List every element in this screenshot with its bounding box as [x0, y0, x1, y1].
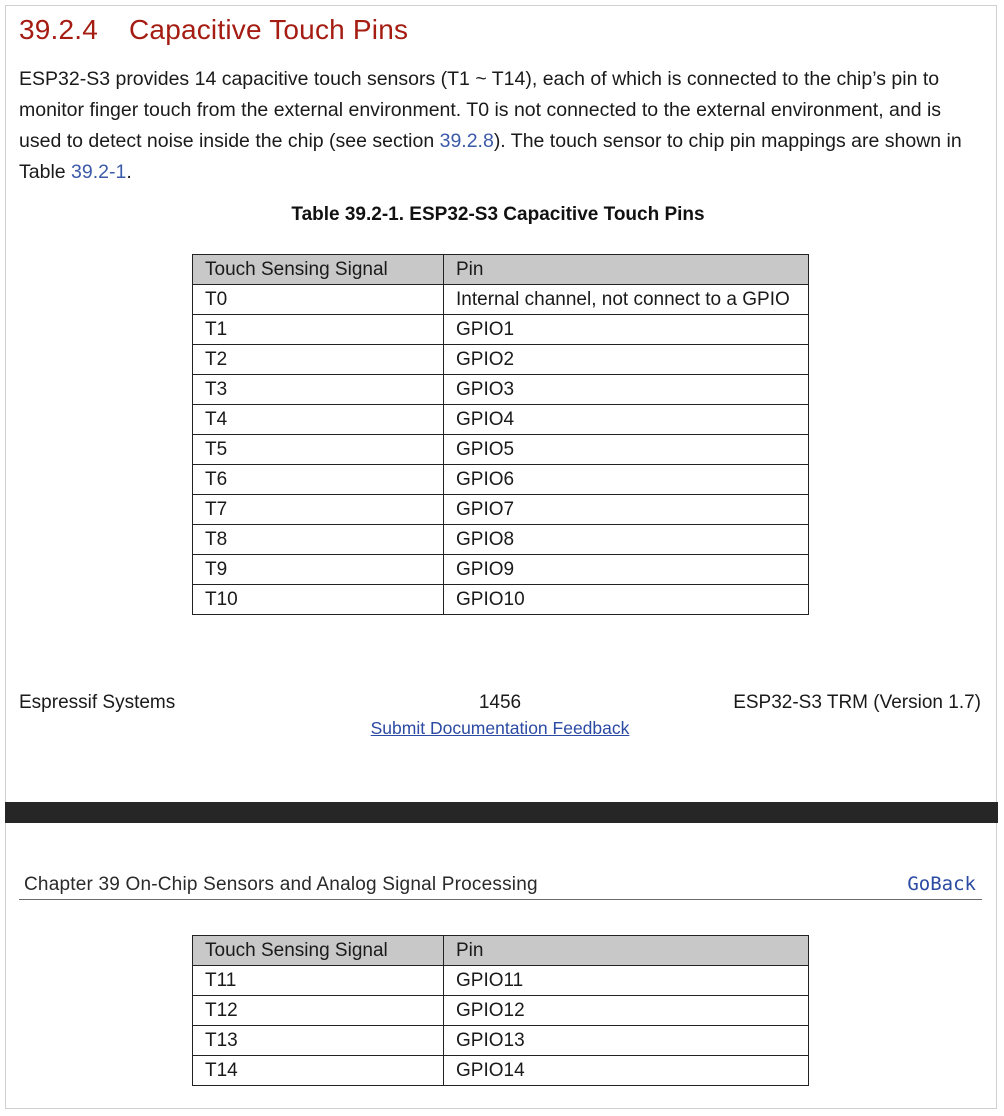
table-row — [193, 495, 809, 525]
table-row — [193, 435, 809, 465]
pin-cell: GPIO5 — [444, 435, 809, 465]
section-heading — [19, 14, 408, 46]
paragraph-text: . — [126, 161, 132, 183]
signal-cell: T1 — [193, 315, 444, 345]
table-header-row — [193, 255, 809, 285]
submit-feedback-link[interactable]: Submit Documentation Feedback — [370, 718, 630, 738]
signal-cell: T0 — [193, 285, 444, 315]
paragraph-text: ). The touch sensor to chip pin mappings are shown in Table — [19, 130, 962, 183]
table-row — [193, 525, 809, 555]
pin-cell: GPIO2 — [444, 345, 809, 375]
page-header — [19, 870, 982, 900]
pin-cell: GPIO1 — [444, 315, 809, 345]
column-header-pin: Pin — [444, 936, 809, 966]
signal-cell: T10 — [193, 585, 444, 615]
pin-cell: GPIO3 — [444, 375, 809, 405]
table-header-row — [193, 936, 809, 966]
table-row — [193, 585, 809, 615]
table-row — [193, 405, 809, 435]
section-title: Capacitive Touch Pins — [129, 14, 409, 45]
column-header-signal: Touch Sensing Signal — [193, 936, 444, 966]
table-row — [193, 996, 809, 1026]
signal-cell: T3 — [193, 375, 444, 405]
signal-cell: T6 — [193, 465, 444, 495]
table-row — [193, 345, 809, 375]
touch-pins-table-continued — [192, 935, 809, 1086]
pin-cell: Internal channel, not connect to a GPIO — [444, 285, 809, 315]
table-row — [193, 555, 809, 585]
pin-cell: GPIO13 — [444, 1026, 809, 1056]
signal-cell: T9 — [193, 555, 444, 585]
signal-cell: T8 — [193, 525, 444, 555]
signal-cell: T11 — [193, 966, 444, 996]
column-header-signal: Touch Sensing Signal — [193, 255, 444, 285]
pin-cell: GPIO7 — [444, 495, 809, 525]
signal-cell: T12 — [193, 996, 444, 1026]
table-caption: Table 39.2-1. ESP32-S3 Capacitive Touch Pins — [291, 204, 705, 225]
pin-cell: GPIO14 — [444, 1056, 809, 1086]
pin-cell: GPIO10 — [444, 585, 809, 615]
footer-doc-title: ESP32-S3 TRM (Version 1.7) — [733, 692, 981, 713]
chapter-title: Chapter 39 On-Chip Sensors and Analog Signal Processing — [24, 874, 538, 895]
pin-cell: GPIO8 — [444, 525, 809, 555]
page-divider — [5, 802, 998, 823]
paragraph-text: ESP32-S3 provides 14 capacitive touch sensors (T1 ~ T14), each of which is connected to the chip’s pin to monitor finger touch from the external environment. T0 is not connected to the external environment, and is used to detect noise inside the chip (see section — [19, 68, 942, 152]
footer-page-number: 1456 — [478, 692, 522, 713]
section-paragraph — [19, 64, 985, 188]
column-header-pin: Pin — [444, 255, 809, 285]
pin-cell: GPIO4 — [444, 405, 809, 435]
pin-cell: GPIO9 — [444, 555, 809, 585]
signal-cell: T7 — [193, 495, 444, 525]
table-row — [193, 1056, 809, 1086]
table-row — [193, 966, 809, 996]
signal-cell: T2 — [193, 345, 444, 375]
table-row — [193, 1026, 809, 1056]
table-row — [193, 285, 809, 315]
goback-link[interactable]: GoBack — [907, 873, 976, 895]
signal-cell: T14 — [193, 1056, 444, 1086]
table-row — [193, 375, 809, 405]
signal-cell: T4 — [193, 405, 444, 435]
footer-company: Espressif Systems — [19, 692, 176, 713]
section-number: 39.2.4 — [19, 14, 99, 45]
pin-cell: GPIO12 — [444, 996, 809, 1026]
table-39-2-1-link[interactable]: 39.2-1 — [71, 161, 127, 183]
touch-pins-table — [192, 254, 809, 615]
table-row — [193, 465, 809, 495]
pin-cell: GPIO11 — [444, 966, 809, 996]
signal-cell: T5 — [193, 435, 444, 465]
table-row — [193, 315, 809, 345]
signal-cell: T13 — [193, 1026, 444, 1056]
pin-cell: GPIO6 — [444, 465, 809, 495]
section-39-2-8-link[interactable]: 39.2.8 — [439, 130, 494, 152]
